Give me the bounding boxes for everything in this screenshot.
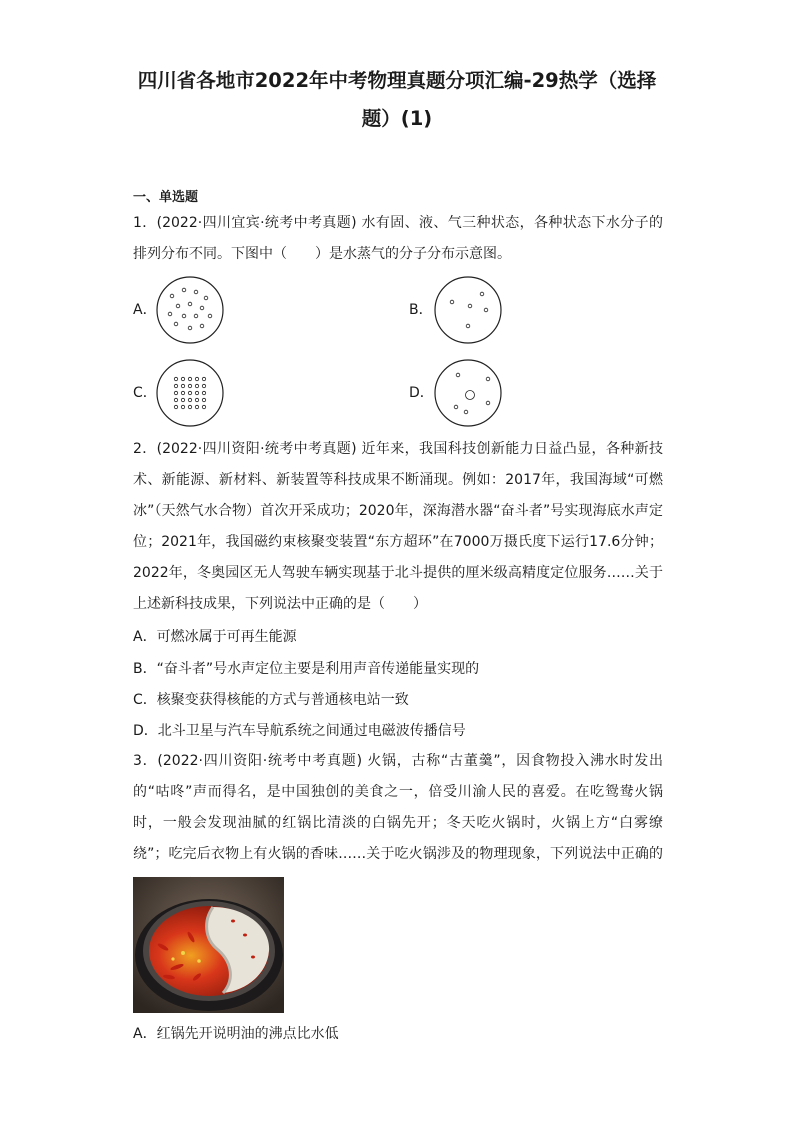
title-line-2: 题）(1) <box>361 107 433 130</box>
q1-option-a-label: A． <box>133 302 157 318</box>
q2-option-c: C．核聚变获得核能的方式与普通核电站一致 <box>133 692 409 708</box>
q1-option-a-diagram <box>156 276 224 344</box>
question-2-text: 2．(2022·四川资阳·统考中考真题) 近年来，我国科技创新能力日益凸显，各种新技术、新能源、新材料、新装置等科技成果不断涌现。例如：2017年，我国海域“可燃冰”（天然气水合物）首次开采成功；2020年，深海潜水器“奋斗者”号实现海底水声定位；2021年，我国磁约束核聚变装置“东方超环”在7000万摄氏度下运行17.6分钟；2022年，冬奥园区无人驾驶车辆实现基于北斗提供的厘米级高精度定位服务……关于上述新科技成果，下列说法中正确的是（ ） <box>133 441 663 612</box>
q2-option-b: B．“奋斗者”号水声定位主要是利用声音传递能量实现的 <box>133 661 480 677</box>
q1-option-d-label: D． <box>409 385 434 401</box>
q1-option-b-label: B． <box>409 302 433 318</box>
document-title <box>120 62 674 138</box>
q3-option-a: A．红锅先开说明油的沸点比水低 <box>133 1026 339 1042</box>
hotpot-photo <box>133 877 284 1013</box>
section-heading: 一、单选题 <box>133 190 199 205</box>
question-3-text: 3．(2022·四川资阳·统考中考真题) 火锅，古称“古董羹”，因食物投入沸水时发出的“咕咚”声而得名，是中国独创的美食之一，倍受川渝人民的喜爱。在吃鸳鸯火锅时，一般会发现油腻的红锅比清淡的白锅先开；冬天吃火锅时，火锅上方“白雾缭绕”；吃完后衣物上有火锅的香味……关于吃火锅涉及的物理现象，下列说法中正确的 <box>133 753 663 862</box>
q1-option-b-diagram <box>434 276 502 344</box>
q2-option-d: D．北斗卫星与汽车导航系统之间通过电磁波传播信号 <box>133 723 466 739</box>
question-1-text: 1．(2022·四川宜宾·统考中考真题) 水有固、液、气三种状态，各种状态下水分子的排列分布不同。下图中（ ）是水蒸气的分子分布示意图。 <box>133 215 663 262</box>
q1-option-c-diagram <box>156 359 224 427</box>
title-line-1: 四川省各地市2022年中考物理真题分项汇编-29热学（选择 <box>137 69 657 92</box>
q2-option-a: A．可燃冰属于可再生能源 <box>133 629 297 645</box>
q1-option-d-diagram <box>434 359 502 427</box>
q1-option-c-label: C． <box>133 385 157 401</box>
